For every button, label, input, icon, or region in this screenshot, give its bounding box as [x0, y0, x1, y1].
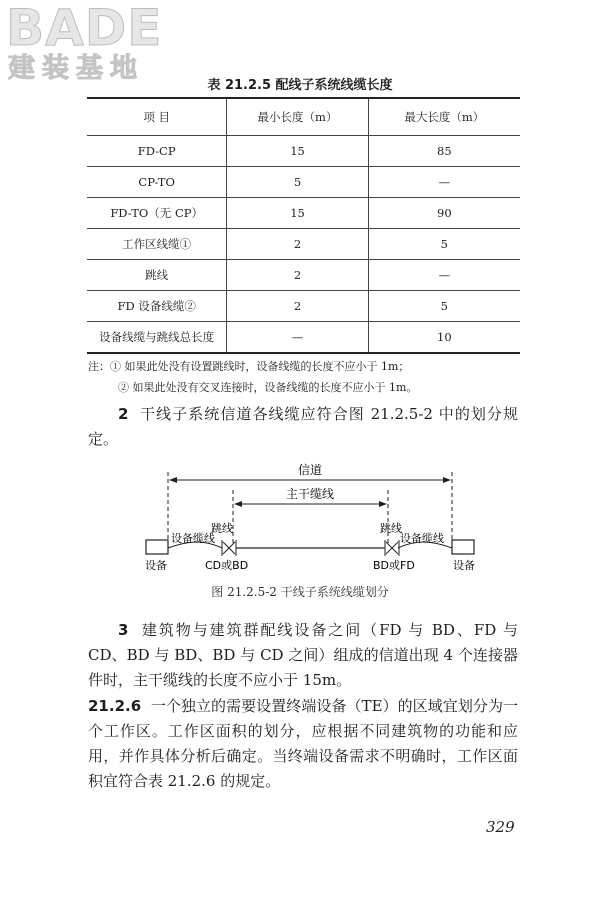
cell-max: 85: [368, 136, 520, 167]
page-number: 329: [486, 818, 515, 836]
arrow-channel-left-icon: [169, 477, 177, 483]
cell-item: FD 设备线缆②: [87, 291, 227, 322]
cell-max: 90: [368, 198, 520, 229]
cell-item: FD-CP: [87, 136, 227, 167]
label-patch-left: 跳线: [211, 522, 233, 535]
device-right-icon: [452, 540, 474, 554]
logo-brand: BADE: [6, 0, 163, 57]
cross-connect-left-icon: [222, 540, 236, 556]
cell-item: 跳线: [87, 260, 227, 291]
cell-item: FD-TO（无 CP）: [87, 198, 227, 229]
section-number: 21.2.6: [88, 697, 142, 715]
cell-max: —: [368, 260, 520, 291]
label-patch-right: 跳线: [380, 522, 402, 535]
header-max-length: 最大长度（m）: [368, 98, 520, 136]
cell-max: 5: [368, 291, 520, 322]
device-left-icon: [146, 540, 168, 554]
arrow-channel-right-icon: [443, 477, 451, 483]
label-equip-cable-right: 设备缆线: [400, 532, 444, 545]
cell-min: 2: [227, 291, 368, 322]
section-text: 一个独立的需要设置终端设备（TE）的区域宜划分为一个工作区。工作区面积的划分，应根据不同建筑物的功能和应用，并作具体分析后确定。当终端设备需求不明确时，工作区面积宜符合表 21.2.6 的规定。: [88, 697, 518, 790]
table-title: 表 21.2.5 配线子系统线缆长度: [207, 78, 393, 93]
cell-max: —: [368, 167, 520, 198]
clause-text: 干线子系统信道各线缆应符合图 21.2.5-2 中的划分规定。: [88, 405, 518, 448]
note-2: ② 如果此处没有交叉连接时，设备线缆的长度不应小于 1m。: [118, 381, 418, 394]
cell-item: 工作区线缆①: [87, 229, 227, 260]
cell-min: 5: [227, 167, 368, 198]
paragraph-work-area: [88, 694, 518, 794]
label-backbone: 主干缆线: [285, 487, 335, 501]
paragraph-connector-devices: [88, 618, 518, 693]
clause-number: 2: [118, 405, 129, 423]
header-item: 项 目: [87, 98, 227, 136]
label-equip-cable-left: 设备缆线: [171, 532, 215, 545]
label-node-right: BD或FD: [373, 559, 415, 572]
cross-connect-right-icon: [385, 540, 399, 556]
label-device-left: 设备: [145, 559, 167, 572]
cell-min: 2: [227, 260, 368, 291]
cell-min: —: [227, 322, 368, 354]
logo-subtitle: 建装基地: [8, 53, 144, 84]
cell-min: 2: [227, 229, 368, 260]
label-device-right: 设备: [453, 559, 475, 572]
note-1: 注：① 如果此处没有设置跳线时，设备线缆的长度不应小于 1m；: [88, 360, 410, 373]
cell-max: 10: [368, 322, 520, 354]
label-node-left: CD或BD: [205, 559, 249, 572]
label-channel: 信道: [297, 463, 323, 477]
clause-number: 3: [118, 621, 129, 639]
cell-min: 15: [227, 136, 368, 167]
cell-item: 设备线缆与跳线总长度: [87, 322, 227, 354]
arrow-backbone-left-icon: [234, 501, 242, 507]
header-min-length: 最小长度（m）: [227, 98, 368, 136]
arrow-backbone-right-icon: [379, 501, 387, 507]
clause-text: 建筑物与建筑群配线设备之间（FD 与 BD、FD 与 CD、BD 与 BD、BD 与 CD 之间）组成的信道出现 4 个连接器件时，主干缆线的长度不应小于 15m。: [88, 621, 518, 689]
figure-caption: 图 21.2.5-2 干线子系统线缆划分: [211, 585, 389, 599]
cell-item: CP-TO: [87, 167, 227, 198]
cell-min: 15: [227, 198, 368, 229]
cell-max: 5: [368, 229, 520, 260]
